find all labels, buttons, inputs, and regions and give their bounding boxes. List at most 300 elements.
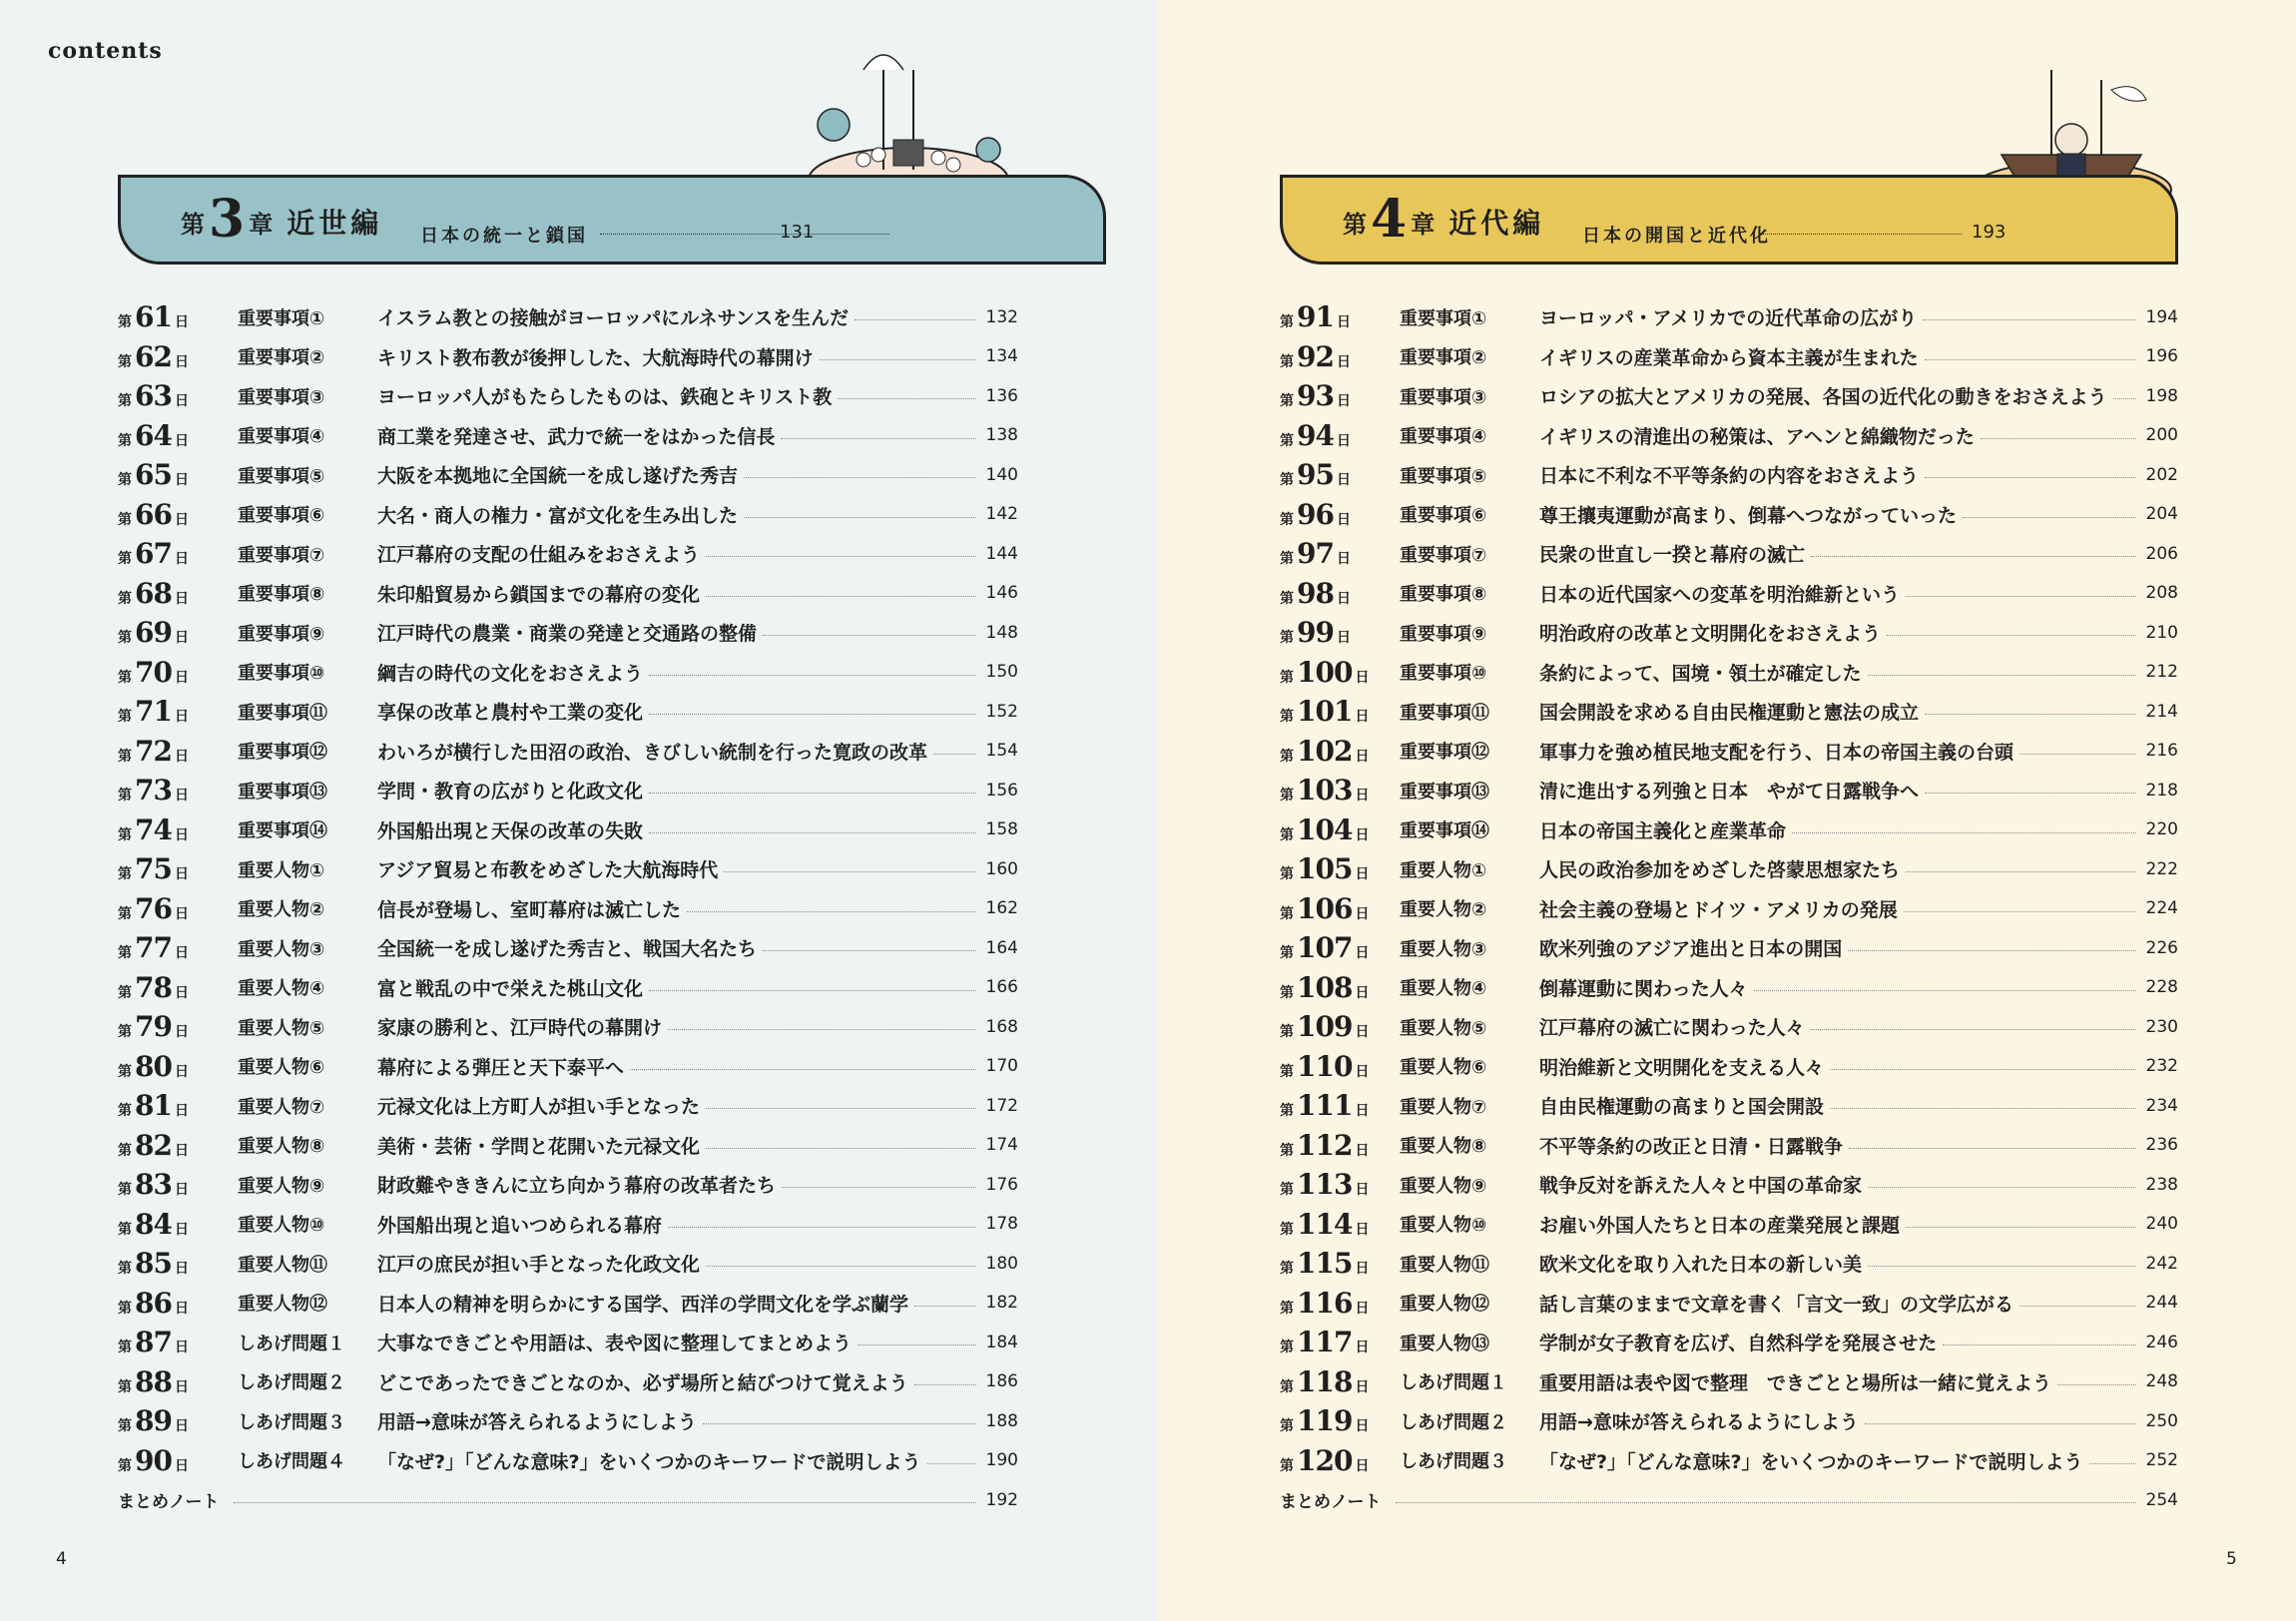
leader-dots <box>744 477 976 478</box>
entry-category: 重要事項⑩ <box>238 663 325 685</box>
day-suffix: 日 <box>174 1103 189 1120</box>
entry-page: 134 <box>985 346 1018 367</box>
day-prefix: 第 <box>118 905 132 922</box>
toc-entry[interactable] <box>118 928 1018 968</box>
leader-dots <box>724 871 976 872</box>
toc-entry[interactable] <box>118 771 1018 810</box>
toc-entry[interactable] <box>118 653 1018 693</box>
toc-entry[interactable] <box>1280 1007 2178 1047</box>
entry-page: 246 <box>2145 1332 2178 1352</box>
day-prefix: 第 <box>118 1418 132 1435</box>
day-number: 76 <box>135 891 172 925</box>
entry-category: 重要事項⑥ <box>238 505 325 527</box>
day-prefix: 第 <box>1280 1024 1294 1041</box>
day-label <box>118 1129 238 1162</box>
day-label <box>1280 931 1400 964</box>
leader-dots <box>2057 1384 2136 1385</box>
day-suffix: 日 <box>1355 1300 1370 1317</box>
day-number: 99 <box>1297 616 1334 650</box>
toc-entry[interactable] <box>118 1284 1018 1324</box>
day-suffix: 日 <box>174 551 189 568</box>
entry-page: 204 <box>2145 504 2178 525</box>
day-number: 65 <box>135 458 172 492</box>
day-suffix: 日 <box>1336 314 1351 331</box>
day-prefix: 第 <box>1280 1418 1294 1435</box>
day-label <box>1280 616 1400 649</box>
entry-title: 綱吉の時代の文化をおさえよう <box>377 662 644 685</box>
entry-title: 江戸幕府の支配の仕組みをおさえよう <box>377 544 701 567</box>
day-label <box>1280 1287 1400 1320</box>
day-number: 117 <box>1297 1326 1353 1359</box>
day-label <box>1280 656 1400 689</box>
day-prefix: 第 <box>1280 709 1294 726</box>
day-label <box>118 419 238 452</box>
entry-page: 132 <box>985 306 1018 327</box>
day-suffix: 日 <box>1355 826 1370 843</box>
leader-dots <box>234 1502 977 1503</box>
entry-title: 幕府による弾圧と天下泰平へ <box>377 1056 625 1079</box>
toc-entry[interactable] <box>118 1401 1018 1441</box>
entry-title: 財政難やききんに立ち向かう幕府の改革者たち <box>377 1175 777 1198</box>
entry-category: 重要事項② <box>1400 347 1487 369</box>
page-number: 4 <box>56 1549 67 1569</box>
toc-entry[interactable] <box>1280 692 2178 732</box>
day-label <box>118 1089 238 1122</box>
entry-title: 話し言葉のままで文章を書く「言文一致」の文学広がる <box>1539 1293 2014 1316</box>
day-prefix: 第 <box>118 866 132 883</box>
entry-page: 164 <box>985 937 1018 958</box>
toc-entry[interactable] <box>118 1007 1018 1047</box>
entry-category: 重要事項⑨ <box>238 623 325 645</box>
toc-entry[interactable] <box>1280 1165 2178 1205</box>
day-label <box>1280 695 1400 728</box>
entry-title: 大事なできごとや用語は、表や図に整理してまとめよう <box>377 1333 853 1355</box>
entry-title: 民衆の世直し一揆と幕府の滅亡 <box>1539 544 1806 567</box>
entry-page: 156 <box>985 780 1018 801</box>
day-label <box>1280 1247 1400 1280</box>
entry-page: 182 <box>985 1293 1018 1314</box>
day-number: 67 <box>135 537 172 571</box>
entry-page: 250 <box>2145 1410 2178 1431</box>
day-suffix: 日 <box>174 945 189 962</box>
toc-entry[interactable] <box>1280 810 2178 850</box>
day-suffix: 日 <box>1355 1418 1370 1435</box>
entry-category: 重要事項⑭ <box>1400 820 1489 842</box>
toc-entry[interactable] <box>1280 771 2178 810</box>
summary-note-entry[interactable] <box>1280 1480 2178 1520</box>
day-prefix: 第 <box>1280 511 1294 528</box>
entry-title: 国会開設を求める自由民権運動と憲法の成立 <box>1539 702 1920 725</box>
entry-title: 欧米列強のアジア進出と日本の開国 <box>1539 938 1843 961</box>
day-number: 86 <box>135 1286 172 1320</box>
day-prefix: 第 <box>1280 945 1294 962</box>
toc-entry[interactable] <box>118 849 1018 889</box>
entry-category: しあげ問題２ <box>1400 1411 1507 1433</box>
entry-page: 202 <box>2145 464 2178 485</box>
toc-entry[interactable] <box>118 692 1018 732</box>
toc-entry[interactable] <box>118 1047 1018 1087</box>
entry-title: どこであったできごとなのか、必ず場所と結びつけて覚えよう <box>377 1371 908 1394</box>
entry-category: 重要事項⑨ <box>1400 623 1487 645</box>
entry-page: 252 <box>2145 1450 2178 1471</box>
entry-category: 重要事項⑤ <box>238 465 325 487</box>
entry-page: 168 <box>985 1016 1018 1037</box>
day-prefix: 第 <box>1280 866 1294 883</box>
day-prefix: 第 <box>118 1378 132 1395</box>
entry-category: 重要事項④ <box>1400 426 1487 448</box>
toc-entry[interactable] <box>118 376 1018 416</box>
day-suffix: 日 <box>1336 590 1351 607</box>
entry-title: 日本の近代国家への変革を明治維新という <box>1539 583 1901 606</box>
day-number: 113 <box>1297 1168 1353 1202</box>
leader-dots <box>1906 871 2136 872</box>
toc-entry[interactable] <box>1280 613 2178 653</box>
day-number: 68 <box>135 576 172 610</box>
leader-dots <box>1865 1423 2136 1424</box>
day-number: 62 <box>135 339 172 373</box>
toc-entry[interactable] <box>1280 297 2178 337</box>
day-label <box>118 300 238 333</box>
leader-dots <box>1904 911 2136 912</box>
toc-entry[interactable] <box>118 1086 1018 1126</box>
day-number: 64 <box>135 418 172 452</box>
day-prefix: 第 <box>1280 984 1294 1001</box>
chapter-suffix: 章 <box>1411 211 1435 239</box>
entry-title: イギリスの産業革命から資本主義が生まれた <box>1539 346 1919 369</box>
day-label <box>118 813 238 846</box>
leader-dots <box>1868 675 2136 676</box>
leader-dots <box>706 1148 976 1149</box>
day-number: 109 <box>1297 1010 1353 1044</box>
day-label <box>1280 419 1400 452</box>
day-label <box>1280 537 1400 570</box>
day-suffix: 日 <box>174 866 189 883</box>
day-prefix: 第 <box>118 590 132 607</box>
day-number: 108 <box>1297 970 1353 1004</box>
entry-title: 全国統一を成し遂げた秀吉と、戦国大名たち <box>377 938 758 961</box>
day-suffix: 日 <box>1355 984 1370 1001</box>
toc-entry[interactable] <box>118 732 1018 772</box>
day-suffix: 日 <box>174 1378 189 1395</box>
entry-page: 230 <box>2145 1016 2178 1037</box>
day-number: 66 <box>135 497 172 531</box>
entry-page: 216 <box>2145 741 2178 762</box>
entry-title: お雇い外国人たちと日本の産業発展と課題 <box>1539 1214 1901 1237</box>
entry-page: 244 <box>2145 1293 2178 1314</box>
entry-page: 222 <box>2145 858 2178 879</box>
chapter-era: 近世編 <box>287 207 383 240</box>
chapter-3-header <box>118 175 1106 265</box>
entry-title: わいろが横行した田沼の政治、きびしい統制を行った寛政の改革 <box>377 741 928 764</box>
day-suffix: 日 <box>174 1063 189 1080</box>
day-prefix: 第 <box>1280 1261 1294 1278</box>
entry-page: 238 <box>2145 1174 2178 1195</box>
day-number: 114 <box>1297 1207 1353 1241</box>
toc-entry[interactable] <box>118 297 1018 337</box>
leader-dots <box>1943 1345 2136 1346</box>
leader-dots <box>781 438 976 439</box>
leader-dots <box>858 1345 976 1346</box>
day-number: 89 <box>135 1404 172 1438</box>
day-suffix: 日 <box>1355 1261 1370 1278</box>
day-label <box>1280 774 1400 807</box>
day-prefix: 第 <box>118 1221 132 1238</box>
day-number: 74 <box>135 812 172 846</box>
day-suffix: 日 <box>174 826 189 843</box>
toc-entry[interactable] <box>1280 653 2178 693</box>
day-label <box>1280 1168 1400 1201</box>
day-prefix: 第 <box>118 1457 132 1474</box>
entry-title: 大名・商人の権力・富が文化を生み出した <box>377 504 739 527</box>
day-prefix: 第 <box>118 472 132 489</box>
entry-category: しあげ問題２ <box>238 1372 345 1394</box>
day-suffix: 日 <box>1355 748 1370 765</box>
toc-entry[interactable] <box>118 1205 1018 1245</box>
toc-entry[interactable] <box>1280 1401 2178 1441</box>
day-suffix: 日 <box>1336 551 1351 568</box>
entry-page: 226 <box>2145 937 2178 958</box>
leader-dots <box>649 675 976 676</box>
toc-entry[interactable] <box>118 613 1018 653</box>
leader-dots <box>649 793 976 794</box>
entry-category: 重要人物④ <box>1400 978 1487 1000</box>
entry-title: 条約によって、国境・領土が確定した <box>1539 662 1862 685</box>
leader-dots <box>1887 635 2136 636</box>
entry-page: 180 <box>985 1253 1018 1274</box>
toc-entry[interactable] <box>1280 1047 2178 1087</box>
entry-page: 232 <box>2145 1056 2178 1077</box>
day-suffix: 日 <box>174 1221 189 1238</box>
entry-page: 206 <box>2145 543 2178 564</box>
entry-title: 学問・教育の広がりと化政文化 <box>377 781 644 804</box>
entry-title: キリスト教布教が後押しした、大航海時代の幕開け <box>377 346 814 369</box>
entry-title: 自由民権運動の高まりと国会開設 <box>1539 1096 1825 1119</box>
entry-category: 重要事項⑥ <box>1400 505 1487 527</box>
day-number: 82 <box>135 1128 172 1162</box>
day-number: 69 <box>135 616 172 650</box>
day-number: 93 <box>1297 379 1334 413</box>
toc-entry[interactable] <box>1280 1362 2178 1402</box>
day-number: 85 <box>135 1247 172 1281</box>
entry-title: ヨーロッパ・アメリカでの近代革命の広がり <box>1539 307 1918 330</box>
day-suffix: 日 <box>174 511 189 528</box>
toc-entry[interactable] <box>1280 1284 2178 1324</box>
day-suffix: 日 <box>1336 630 1351 647</box>
day-prefix: 第 <box>118 353 132 370</box>
entry-category: 重要人物④ <box>238 978 325 1000</box>
summary-note-entry[interactable] <box>118 1480 1018 1520</box>
entry-title: 家康の勝利と、江戸時代の幕開け <box>377 1017 663 1040</box>
toc-entry[interactable] <box>1280 928 2178 968</box>
toc-entry[interactable] <box>118 1362 1018 1402</box>
entry-title: 用語→意味が答えられるようにしよう <box>377 1411 697 1434</box>
entry-category: しあげ問題１ <box>238 1333 345 1354</box>
day-prefix: 第 <box>1280 1063 1294 1080</box>
entry-page: 198 <box>2145 385 2178 406</box>
entry-title: ロシアの拡大とアメリカの発展、各国の近代化の動きをおさえよう <box>1539 386 2107 409</box>
toc-entry[interactable] <box>118 416 1018 456</box>
toc-entry[interactable] <box>118 574 1018 614</box>
toc-entry[interactable] <box>118 337 1018 377</box>
toc-entry[interactable] <box>1280 889 2178 929</box>
day-number: 78 <box>135 970 172 1004</box>
toc-entry[interactable] <box>118 810 1018 850</box>
entry-page: 148 <box>985 622 1018 643</box>
leader-dots <box>927 1463 976 1464</box>
entry-category: 重要事項⑪ <box>1400 702 1489 724</box>
toc-list <box>118 297 1018 1520</box>
day-prefix: 第 <box>118 1300 132 1317</box>
day-prefix: 第 <box>118 393 132 410</box>
toc-entry[interactable] <box>1280 849 2178 889</box>
day-suffix: 日 <box>1355 945 1370 962</box>
leader-dots <box>782 1187 976 1188</box>
day-number: 63 <box>135 379 172 413</box>
day-prefix: 第 <box>1280 551 1294 568</box>
toc-entry[interactable] <box>118 1441 1018 1481</box>
entry-title: 富と戦乱の中で栄えた桃山文化 <box>377 977 644 1000</box>
day-prefix: 第 <box>1280 905 1294 922</box>
entry-page: 178 <box>985 1214 1018 1235</box>
entry-page: 240 <box>2145 1214 2178 1235</box>
entry-page: 176 <box>985 1174 1018 1195</box>
day-label <box>118 735 238 768</box>
leader-dots <box>1925 477 2136 478</box>
day-label <box>1280 735 1400 768</box>
day-number: 103 <box>1297 774 1353 808</box>
day-suffix: 日 <box>174 984 189 1001</box>
toc-entry[interactable] <box>1280 455 2178 495</box>
toc-entry[interactable] <box>118 455 1018 495</box>
day-suffix: 日 <box>1355 1182 1370 1199</box>
day-prefix: 第 <box>118 984 132 1001</box>
toc-entry[interactable] <box>1280 376 2178 416</box>
leader-dots <box>763 950 976 951</box>
entry-category: 重要事項⑧ <box>1400 584 1487 606</box>
toc-entry[interactable] <box>1280 1323 2178 1362</box>
toc-entry[interactable] <box>1280 1086 2178 1126</box>
toc-entry[interactable] <box>118 534 1018 574</box>
toc-entry[interactable] <box>118 1126 1018 1166</box>
leader-dots <box>649 990 976 991</box>
day-number: 81 <box>135 1089 172 1123</box>
day-label <box>1280 1089 1400 1122</box>
toc-entry[interactable] <box>1280 732 2178 772</box>
entry-title: 「なぜ?」「どんな意味?」をいくつかのキーワードで説明しよう <box>1539 1450 2083 1473</box>
day-label <box>118 1247 238 1280</box>
entry-page: 166 <box>985 977 1018 998</box>
day-suffix: 日 <box>174 1457 189 1474</box>
chapter-prefix: 第 <box>1343 211 1367 239</box>
summary-page: 192 <box>985 1489 1018 1510</box>
day-label <box>1280 852 1400 885</box>
day-prefix: 第 <box>1280 1378 1294 1395</box>
entry-category: しあげ問題３ <box>238 1411 345 1433</box>
entry-page: 136 <box>985 385 1018 406</box>
day-label <box>118 577 238 610</box>
entry-category: 重要人物③ <box>1400 938 1487 960</box>
entry-category: 重要人物⑦ <box>238 1096 325 1118</box>
leader-dots <box>820 359 976 360</box>
day-label <box>1280 1208 1400 1241</box>
entry-title: 朱印船貿易から鎖国までの幕府の変化 <box>377 583 701 606</box>
toc-entry[interactable] <box>118 889 1018 929</box>
entry-title: 人民の政治参加をめざした啓蒙思想家たち <box>1539 859 1901 882</box>
day-number: 98 <box>1297 576 1334 610</box>
entry-category: 重要事項⑬ <box>1400 781 1489 803</box>
day-prefix: 第 <box>118 1024 132 1041</box>
leader-dots <box>1925 359 2136 360</box>
entry-category: 重要事項① <box>238 307 325 329</box>
day-prefix: 第 <box>118 1261 132 1278</box>
day-number: 95 <box>1297 458 1334 492</box>
toc-entry[interactable] <box>118 968 1018 1008</box>
day-prefix: 第 <box>1280 1221 1294 1238</box>
toc-entry[interactable] <box>118 1244 1018 1284</box>
toc-entry[interactable] <box>1280 574 2178 614</box>
day-label <box>118 931 238 964</box>
toc-entry[interactable] <box>118 1165 1018 1205</box>
toc-entry[interactable] <box>1280 1126 2178 1166</box>
day-suffix: 日 <box>1355 1063 1370 1080</box>
day-label <box>118 971 238 1004</box>
day-label <box>118 498 238 531</box>
day-label <box>1280 813 1400 846</box>
day-prefix: 第 <box>1280 432 1294 449</box>
entry-page: 236 <box>2145 1135 2178 1156</box>
entry-title: 社会主義の登場とドイツ・アメリカの発展 <box>1539 898 1898 921</box>
day-number: 106 <box>1297 891 1353 925</box>
day-label <box>118 892 238 925</box>
day-suffix: 日 <box>1355 709 1370 726</box>
leader-dots <box>1396 1502 2137 1503</box>
entry-page: 152 <box>985 701 1018 722</box>
toc-entry[interactable] <box>1280 495 2178 535</box>
day-prefix: 第 <box>1280 826 1294 843</box>
toc-entry[interactable] <box>118 1323 1018 1362</box>
entry-title: 清に進出する列強と日本 やがて日露戦争へ <box>1539 781 1920 804</box>
leader-dots <box>630 1069 976 1070</box>
entry-page: 228 <box>2145 977 2178 998</box>
leader-dots <box>933 754 976 755</box>
toc-entry[interactable] <box>1280 416 2178 456</box>
entry-category: 重要人物② <box>238 899 325 921</box>
toc-entry[interactable] <box>1280 1441 2178 1481</box>
day-suffix: 日 <box>1336 353 1351 370</box>
toc-entry[interactable] <box>1280 1244 2178 1284</box>
day-prefix: 第 <box>1280 314 1294 331</box>
entry-category: 重要人物⑬ <box>1400 1333 1489 1354</box>
toc-entry[interactable] <box>1280 1205 2178 1245</box>
day-label <box>1280 1404 1400 1437</box>
day-label <box>118 1010 238 1043</box>
day-label <box>118 1287 238 1320</box>
toc-entry[interactable] <box>1280 968 2178 1008</box>
entry-category: 重要事項⑫ <box>238 742 327 764</box>
toc-entry[interactable] <box>1280 534 2178 574</box>
day-prefix: 第 <box>1280 788 1294 805</box>
entry-category: 重要人物⑪ <box>238 1254 327 1276</box>
day-suffix: 日 <box>1355 1142 1370 1159</box>
entry-title: 学制が女子教育を広げ、自然科学を発展させた <box>1539 1333 1938 1355</box>
day-suffix: 日 <box>174 590 189 607</box>
chapter-suffix: 章 <box>249 211 274 239</box>
entry-page: 160 <box>985 858 1018 879</box>
entry-category: しあげ問題３ <box>1400 1451 1507 1473</box>
day-label <box>1280 577 1400 610</box>
toc-entry[interactable] <box>1280 337 2178 377</box>
toc-entry[interactable] <box>118 495 1018 535</box>
